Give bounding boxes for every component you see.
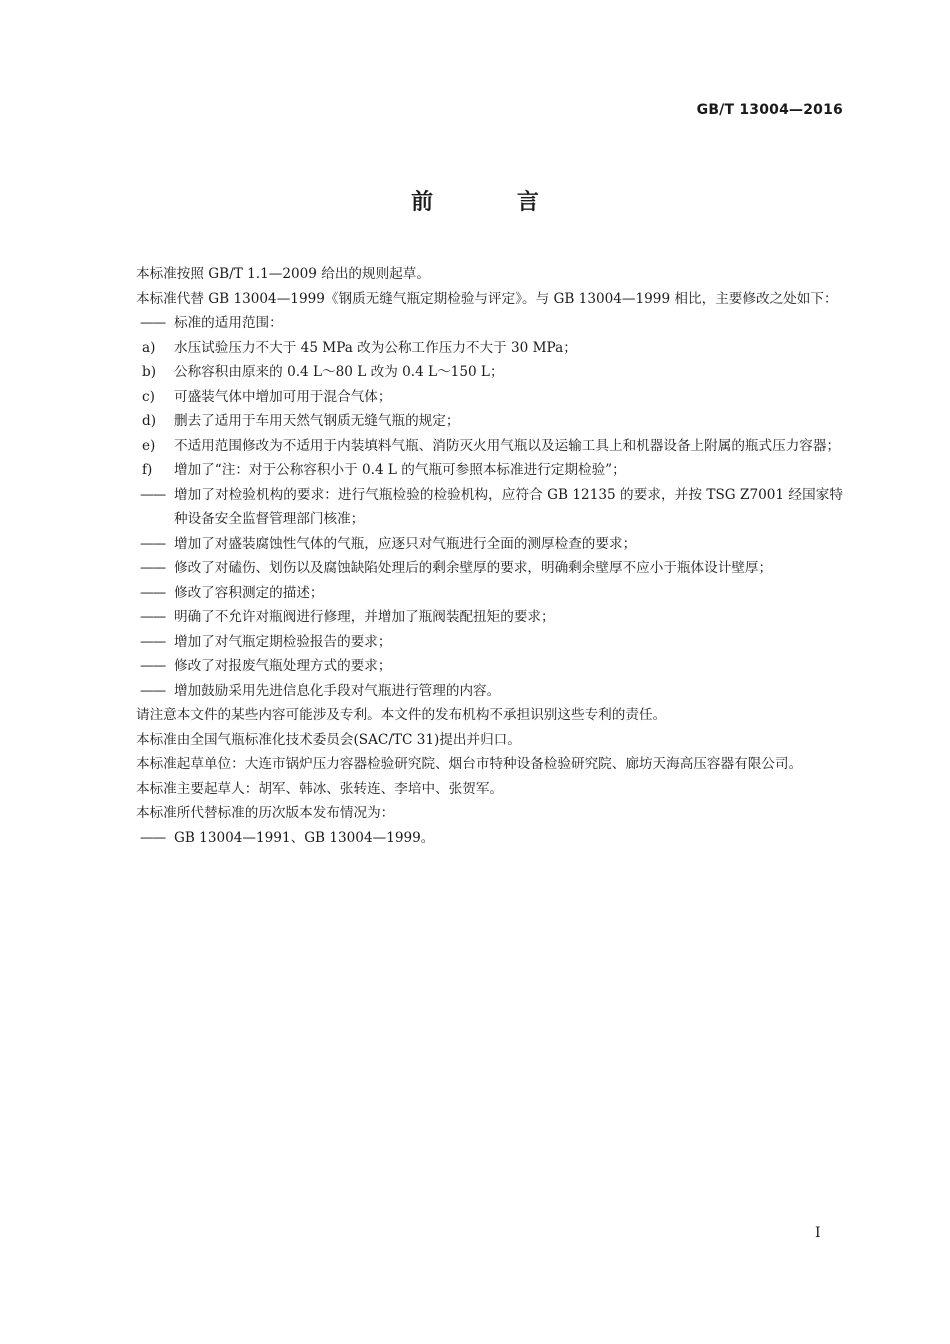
- paragraph-history: 本标准所代替标准的历次版本发布情况为：: [136, 805, 395, 821]
- list-marker: e): [142, 437, 156, 454]
- list-marker: f): [142, 462, 153, 478]
- list-item-a: a) 水压试验压力不大于 45 MPa 改为公称工作压力不大于 30 MPa；: [108, 336, 843, 361]
- list-item-d: d) 删去了适用于车用天然气钢质无缝气瓶的规定；: [108, 409, 843, 434]
- standard-code: GB/T 13004—2016: [696, 102, 843, 118]
- dash-marker: ——: [140, 609, 166, 625]
- paragraph-proposer: 本标准由全国气瓶标准化技术委员会(SAC/TC 31)提出并归口。: [136, 731, 521, 748]
- paragraph-drafting-units: 本标准起草单位：大连市锅炉压力容器检验研究院、烟台市特种设备检验研究院、廊坊天海高压容器有限公司。: [136, 756, 803, 772]
- dash-marker: ——: [140, 560, 166, 576]
- dash-marker: ——: [140, 486, 166, 503]
- dash-marker: ——: [140, 682, 166, 699]
- paragraph-drafting-rule: 本标准按照 GB/T 1.1—2009 给出的规则起草。: [136, 266, 430, 282]
- list-marker: d): [142, 413, 157, 429]
- page-number: I: [815, 1225, 821, 1241]
- paragraph-drafters: 本标准主要起草人：胡军、韩冰、张转连、李培中、张贺军。: [136, 780, 504, 797]
- list-item-c: c) 可盛装气体中增加可用于混合气体；: [108, 385, 843, 410]
- dash-item: —— 明确了不允许对瓶阀进行修理，并增加了瓶阀装配扭矩的要求；: [108, 605, 843, 630]
- list-item-f: f) 增加了“注：对于公称容积小于 0.4 L 的气瓶可参照本标准进行定期检验”；: [108, 458, 843, 483]
- list-item-b: b) 公称容积由原来的 0.4 L～80 L 改为 0.4 L～150 L；: [108, 360, 843, 385]
- paragraph-replaces: 本标准代替 GB 13004—1999《钢质无缝气瓶定期检验与评定》。与 GB 13004—1999 相比，主要修改之处如下：: [136, 290, 838, 307]
- dash-marker: ——: [140, 535, 166, 552]
- document-body: [108, 262, 843, 850]
- paragraph-patent-notice: 请注意本文件的某些内容可能涉及专利。本文件的发布机构不承担识别这些专利的责任。: [136, 707, 667, 723]
- list-marker: c): [142, 388, 155, 405]
- dash-item: —— 增加了对气瓶定期检验报告的要求；: [108, 630, 843, 655]
- dash-item: —— 增加了对盛装腐蚀性气体的气瓶，应逐只对气瓶进行全面的测厚检查的要求；: [108, 532, 843, 557]
- dash-marker: ——: [140, 829, 166, 846]
- dash-marker: ——: [140, 658, 166, 674]
- dash-marker: ——: [140, 633, 166, 650]
- dash-item-history: —— GB 13004—1991、GB 13004—1999。: [108, 826, 843, 851]
- dash-item: —— 修改了对磕伤、划伤以及腐蚀缺陷处理后的剩余壁厚的要求，明确剩余壁厚不应小于瓶体设计壁厚；: [108, 556, 843, 581]
- list-item-e: e) 不适用范围修改为不适用于内装填料气瓶、消防灭火用气瓶以及运输工具上和机器设备上附属的瓶式压力容器；: [108, 434, 843, 459]
- dash-marker: ——: [140, 584, 166, 601]
- dash-item: —— 增加了对检验机构的要求：进行气瓶检验的检验机构，应符合 GB 12135 的要求，并按 TSG Z7001 经国家特种设备安全监督管理部门核准；: [108, 483, 843, 532]
- dash-item: —— 增加鼓励采用先进信息化手段对气瓶进行管理的内容。: [108, 679, 843, 704]
- dash-marker: ——: [140, 315, 166, 331]
- list-marker: a): [142, 339, 156, 356]
- dash-item-scope: —— 标准的适用范围：: [108, 311, 843, 336]
- dash-item: —— 修改了对报废气瓶处理方式的要求；: [108, 654, 843, 679]
- page-title: 前 言: [411, 190, 577, 215]
- list-marker: b): [142, 364, 157, 380]
- dash-item: —— 修改了容积测定的描述；: [108, 581, 843, 606]
